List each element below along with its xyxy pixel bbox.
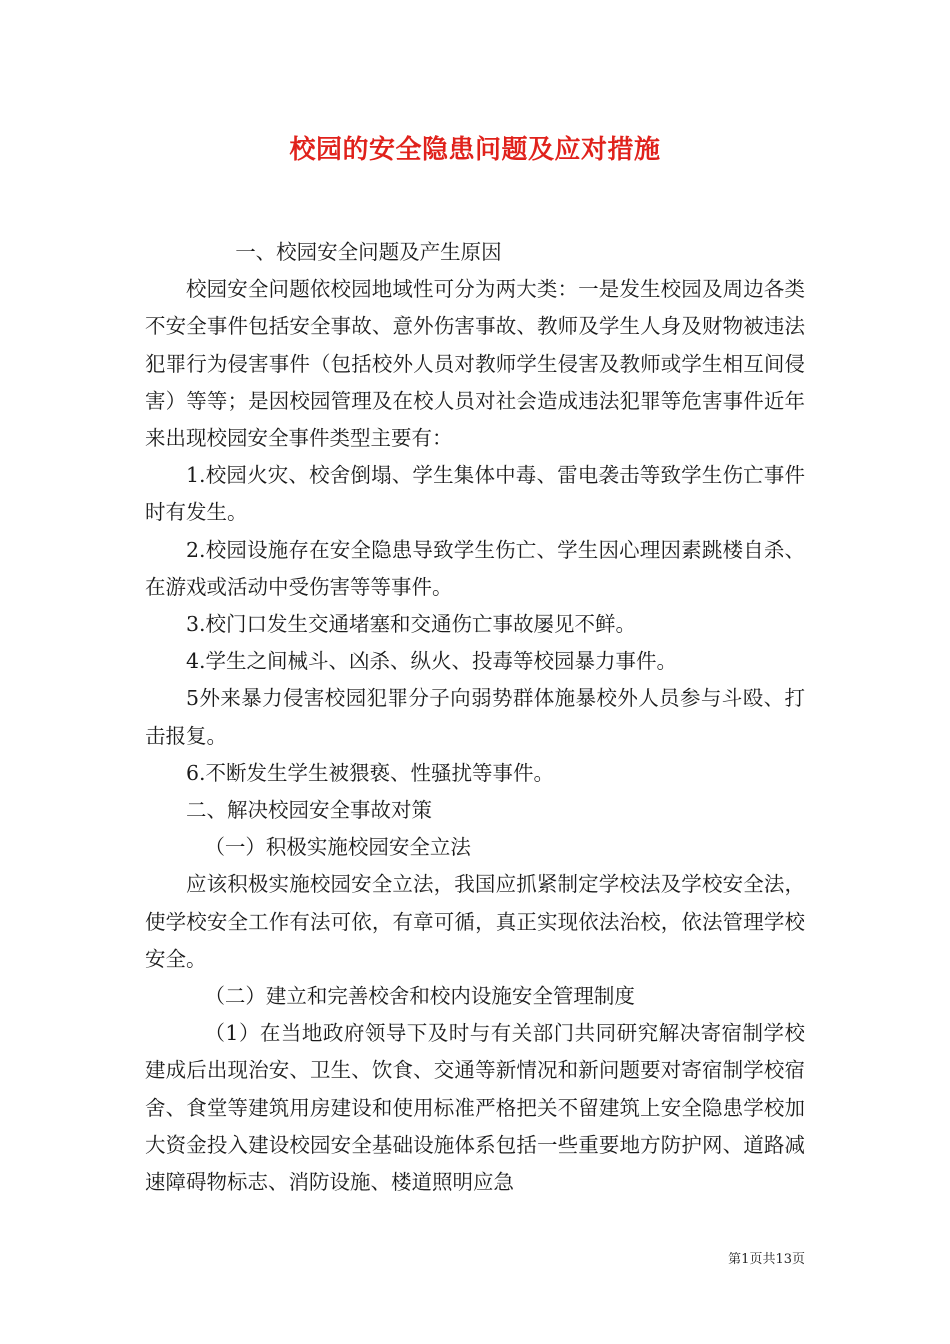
page-number: 第1页共13页	[728, 1252, 805, 1267]
document-body	[145, 234, 805, 1201]
list-item: 3.校门口发生交通堵塞和交通伤亡事故屡见不鲜。	[186, 612, 637, 637]
section-heading-1: 一、校园安全问题及产生原因	[235, 240, 502, 264]
list-item: 1.校园火灾、校舍倒塌、学生集体中毒、雷电袭击等致学生伤亡事件时有发生。	[145, 463, 805, 525]
paragraph: 应该积极实施校园安全立法，我国应抓紧制定学校法及学校安全法，使学校安全工作有法可依，有章可循，真正实现依法治校，依法管理学校安全。	[145, 872, 805, 971]
list-item: 5外来暴力侵害校园犯罪分子向弱势群体施暴校外人员参与斗殴、打击报复。	[145, 686, 805, 748]
paragraph: 校园安全问题依校园地域性可分为两大类：一是发生校园及周边各类不安全事件包括安全事故、意外伤害事故、教师及学生人身及财物被违法犯罪行为侵害事件（包括校外人员对教师学生侵害及教师或学生相互间侵害）等等；是因校园管理及在校人员对社会造成违法犯罪等危害事件近年来出现校园安全事件类型主要有：	[145, 277, 805, 451]
subsection-heading: （二）建立和完善校舍和校内设施安全管理制度	[204, 984, 635, 1009]
subsection-heading: （一）积极实施校园安全立法	[204, 835, 471, 860]
paragraph: （1）在当地政府领导下及时与有关部门共同研究解决寄宿制学校建成后出现治安、卫生、饮食、交通等新情况和新问题要对寄宿制学校宿舍、食堂等建筑用房建设和使用标准严格把关不留建筑上安全隐患学校加大资金投入建设校园安全基础设施体系包括一些重要地方防护网、道路减速障碍物标志、消防设施、楼道照明应急	[145, 1021, 805, 1195]
document-title: 校园的安全隐患问题及应对措施	[289, 135, 661, 165]
list-item: 6.不断发生学生被猥亵、性骚扰等事件。	[186, 760, 555, 785]
section-heading-2: 二、解决校园安全事故对策	[186, 798, 432, 823]
list-item: 4.学生之间械斗、凶杀、纵火、投毒等校园暴力事件。	[186, 649, 678, 674]
list-item: 2.校园设施存在安全隐患导致学生伤亡、学生因心理因素跳楼自杀、在游戏或活动中受伤害等等事件。	[145, 537, 805, 599]
